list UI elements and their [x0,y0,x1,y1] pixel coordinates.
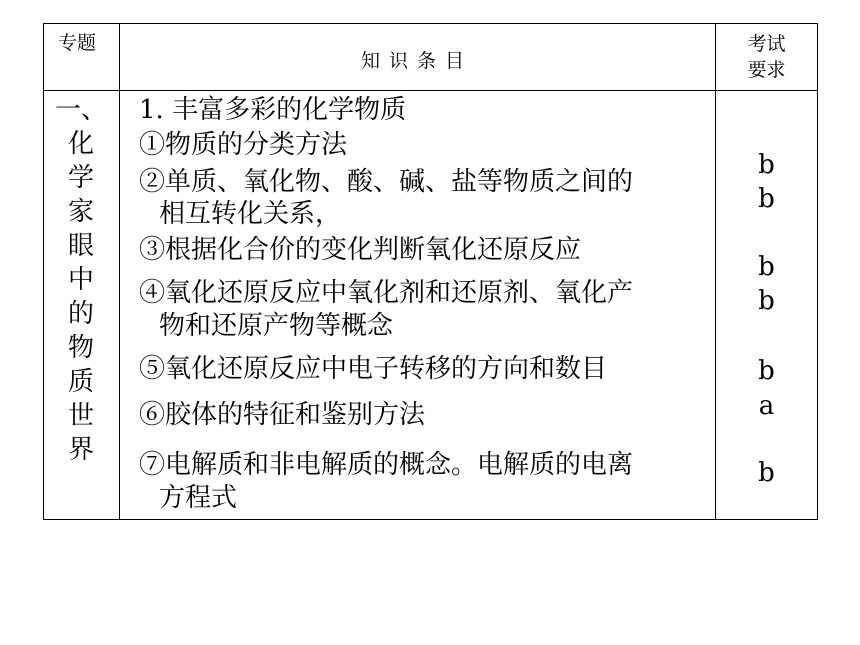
topic-char: 家 [67,197,94,227]
knowledge-item-1: ①物质的分类方法 [139,130,348,160]
topic-char: 世 [67,401,94,431]
knowledge-item-4-cont: 物和还原产物等概念 [159,311,394,341]
header-knowledge-items: 知识条目 [360,50,473,72]
knowledge-item-5: ⑤氧化还原反应中电子转移的方向和数目 [139,354,608,384]
header-exam-requirement [715,31,818,83]
header-requirement-line1: 考试 [747,33,786,55]
topic-char: 一、 [54,95,107,125]
topic-char: 眼 [67,231,94,261]
knowledge-item-7: ⑦电解质和非电解质的概念。电解质的电离 [139,450,634,480]
knowledge-table [43,23,818,520]
topic-char: 中 [67,265,94,295]
topic-cell [43,93,119,467]
knowledge-item-4: ④氧化还原反应中氧化剂和还原剂、氧化产 [139,278,634,308]
knowledge-item-2-cont: 相互转化关系， [159,199,342,229]
header-separator [43,90,818,91]
requirement-value: b [758,356,775,386]
column-separator-1 [119,23,120,520]
knowledge-item-3: ③根据化合价的变化判断氧化还原反应 [139,235,582,265]
requirement-value: a [758,391,775,421]
table-border-top [43,23,818,24]
knowledge-item-2: ②单质、氧化物、酸、碱、盐等物质之间的 [139,167,634,197]
topic-char: 质 [67,367,94,397]
header-requirement-line2: 要求 [747,59,786,81]
topic-char: 学 [67,163,94,193]
topic-char: 化 [67,129,94,159]
knowledge-item-7-cont: 方程式 [159,483,238,513]
knowledge-heading: 1. 丰富多彩的化学物质 [139,95,407,125]
topic-char: 界 [67,435,94,465]
requirement-value: b [758,286,775,316]
knowledge-item-6: ⑥胶体的特征和鉴别方法 [139,400,426,430]
topic-char: 物 [67,333,94,363]
requirement-value: b [758,252,775,282]
table-border-bottom [43,519,818,520]
header-topic: 专题 [58,32,97,54]
topic-char: 的 [67,299,94,329]
requirement-value: b [758,150,775,180]
requirement-value: b [758,184,775,214]
requirement-value: b [758,458,775,488]
